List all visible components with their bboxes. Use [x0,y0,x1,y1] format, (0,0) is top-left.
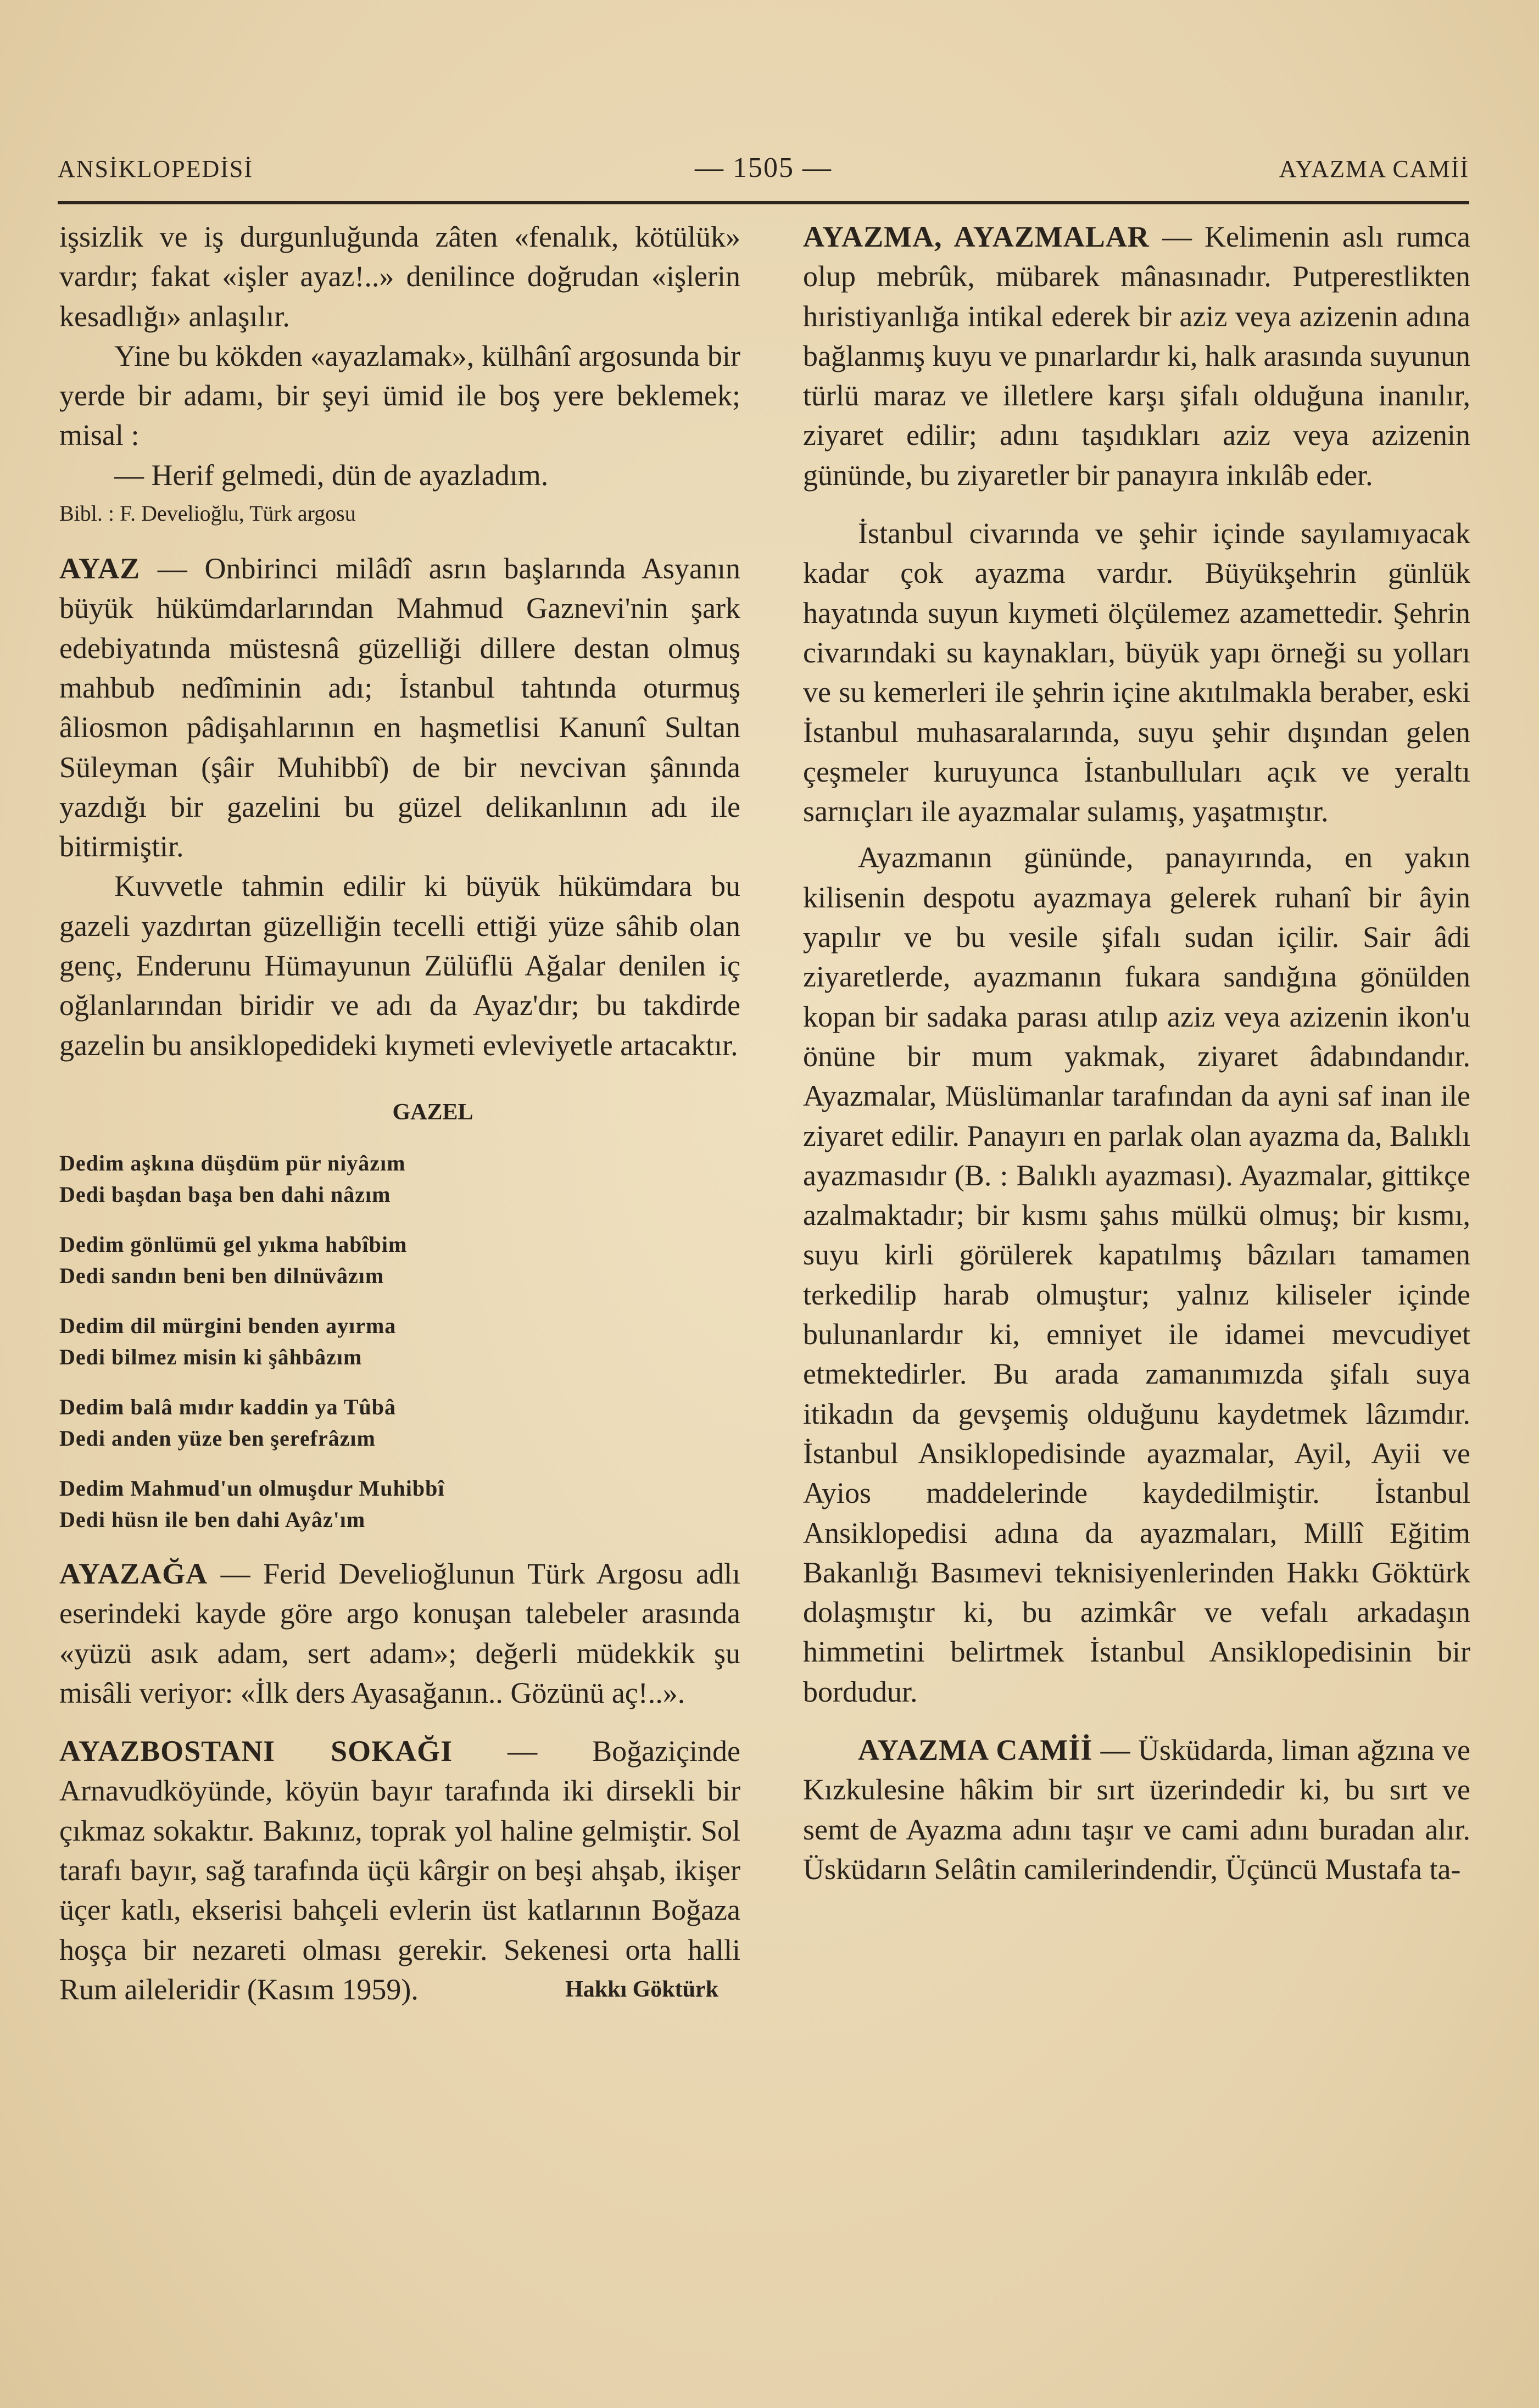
gazel-line: Dedi bilmez misin ki şâhbâzım [59,1344,363,1369]
author-signature: Hakkı Göktürk [565,1976,718,2002]
gazel-poem [59,1147,740,1535]
paragraph: İstanbul civarında ve şehir içinde sayılamıyacak kadar çok ayazma vardır. Büyükşehrin günlük hayatında suyun kıymeti ölçülemez azamettedir. Şehrin civarındaki su kaynakları, büyük yapı örneği su yolları ve su kemerleri ile şehrin içine akıtılmakla beraber, eski İstanbul muhasaralarında, suyu şehir dışından gelen çeşmeler kuruyunca İstanbulluları açık ve yeraltı sarnıçları ile ayazmalar sulamış, yaşatmıştır. [803,517,1470,828]
entry-ayazma-camii [803,1730,1470,1889]
gazel-stanza [59,1147,740,1210]
entry-text: — Kelimenin aslı rumca olup mebrûk, mübarek mânasınadır. Putperestlikten hıristiyanlığa intikal ederek bir aziz veya azizenin adına bağlanmış kuyu ve pınarlardır ki, halk arasında suyunun türlü maraz ve illetlere karşı şifalı olduğuna inanılır, ziyaret edilir; adını taşıdıkları aziz veya azizenin gününde, bu ziyaretler bir panayıra inkılâb eder. [803,220,1470,492]
paragraph: Kuvvetle tahmin edilir ki büyük hükümdara bu gazeli yazdırtan güzelliğin tecelli ettiği yüze sâhib olan genç, Enderunu Hümayunun Zülüflü Ağalar denilen iç oğlanlarından biridir ve adı da Ayaz'dır; bu takdirde gazelin bu ansiklopedideki kıymeti evleviyetle artacaktır. [59,869,740,1062]
entry-title: AYAZMA CAMİİ [858,1733,1093,1766]
entry-ayazaga [59,1554,740,1713]
gazel-line: Dedim Mahmud'un olmuşdur Muhibbî [59,1475,445,1501]
gazel-stanza [59,1229,740,1291]
bibliography: Bibl. : F. Develioğlu, Türk argosu [59,501,356,526]
left-column [59,217,740,2321]
entry-title: AYAZAĞA [59,1557,208,1590]
entry-ayaz [59,549,740,866]
entry-text: — Ferid Develioğlunun Türk Argosu adlı eserindeki kayde göre argo konuşan talebeler arasında «yüzü asık adam, sert adam»; değerli müdekkik şu misâli veriyor: «İlk ders Ayasağanın.. Gözünü aç!..». [59,1557,740,1709]
entry-ayazma [803,217,1470,495]
gazel-line: Dedim gönlümü gel yıkma habîbim [59,1231,408,1257]
gazel-line: Dedim balâ mıdır kaddin ya Tûbâ [59,1394,397,1419]
gazel-stanza [59,1391,740,1454]
page-header [58,152,1469,188]
entry-title: AYAZMA, AYAZMALAR [803,220,1150,253]
example-quote: — Herif gelmedi, dün de ayazladım. [114,458,549,492]
header-right-title: AYAZMA CAMİİ [1279,155,1469,182]
gazel-stanza [59,1310,740,1373]
header-rule [58,201,1469,204]
entry-text: — Üsküdarda, liman ağzına ve Kızkulesine hâkim bir sırt üzerindedir ki, bu sırt ve semt de Ayazma adını taşır ve cami adını buradan alır. Üsküdarın Selâtin camilerindendir, Üçüncü Mustafa ta- [803,1733,1470,1886]
paragraph: Ayazmanın gününde, panayırında, en yakın kilisenin despotu ayazmaya gelerek ruhanî bir âyin yapılır ve bu vesile şifalı sudan içilir. Sair âdi ziyaretlerde, ayazmanın fukara sandığına gönülden kopan bir sadaka parası atılıp aziz veya azizenin ikon'u önüne bir mum yakmak, ziyaret âdabındandır. Ayazmalar, Müslümanlar tarafından da ayni saf inan ile ziyaret edilir. Panayırı en parlak olan ayazma da, Balıklı ayazmasıdır (B. : Balıklı ayazması). Ayazmalar, gittikçe azalmaktadır; bir kısmı şahıs mülkü olmuş; bir kısmı, suyu kirli görülerek kapatılmış bâzıları tamamen terkedilip harab olmuştur; yalnız kiliseler içinde bulunanlardır ki, emniyet ile idamei mevcudiyet etmektedirler. Bu arada zamanımızda şifalı suya itikadın da gevşemiş olduğunu kaydetmek lâzımdır. İstanbul Ansiklopedisinde ayazmalar, Ayil, Ayii ve Ayios maddelerinde kaydedilmiştir. İstanbul Ansiklopedisi adına da ayazmaları, Millî Eğitim Bakanlığı Basımevi teknisiyenlerinden Hakkı Göktürk dolaşmıştır ki, bu azimkâr ve vefalı arkadaşın himmetini belirtmek İstanbul Ansiklopedisinin bir bordudur. [803,841,1470,1708]
entry-text: — Onbirinci milâdî asrın başlarında Asyanın büyük hükümdarlarından Mahmud Gaznevi'nin şark edebiyatında müstesnâ güzelliği dillere destan olmuş mahbub nedîminin adı; İstanbul tahtında oturmuş âliosmon pâdişahlarının en haşmetlisi Kanunî Sultan Süleyman (şâir Muhibbî) de bir nevcivan şânında yazdığı bir gazelini bu güzel delikanlının adı ile bitirmiştir. [59,552,740,863]
gazel-line: Dedi başdan başa ben dahi nâzım [59,1181,391,1207]
entry-text: — Boğaziçinde Arnavudköyünde, köyün bayır tarafında iki dirsekli bir çıkmaz sokaktır. Bakınız, toprak yol haline gelmiştir. Sol tarafı bayır, sağ tarafında üçü kârgir on beşi ahşab, ikişer üçer katlı, ekserisi bahçeli evlerin üst katlarının Boğaza hoşça bir nezareti olması gerekir. Sekenesi orta halli Rum aileleridir (Kasım 1959). [59,1735,740,2006]
page-number: — 1505 — [695,152,832,183]
entry-title: AYAZBOSTANI SOKAĞI [59,1735,453,1768]
header-left-title: ANSİKLOPEDİSİ [58,155,253,182]
gazel-line: Dedim dil mürgini benden ayırma [59,1313,397,1338]
gazel-line: Dedim aşkına düşdüm pür niyâzım [59,1150,406,1175]
gazel-stanza [59,1473,740,1535]
right-column [803,217,1470,2321]
entry-title: AYAZ [59,552,141,586]
paragraph: işsizlik ve iş durgunluğunda zâten «fenalık, kötülük» vardır; fakat «işler ayaz!..» denilince doğrudan «işlerin kesadlığı» anlaşılır. [59,220,740,333]
entry-ayazbostani [59,1731,740,2009]
gazel-line: Dedi hüsn ile ben dahi Ayâz'ım [59,1507,366,1532]
gazel-line: Dedi sandın beni ben dilnüvâzım [59,1263,384,1288]
gazel-line: Dedi anden yüze ben şerefrâzım [59,1425,376,1451]
gazel-title: GAZEL [392,1099,473,1125]
paragraph: Yine bu kökden «ayazlamak», külhânî argosunda bir yerde bir adamı, bir şeyi ümid ile boş yere beklemek; misal : [59,339,740,452]
